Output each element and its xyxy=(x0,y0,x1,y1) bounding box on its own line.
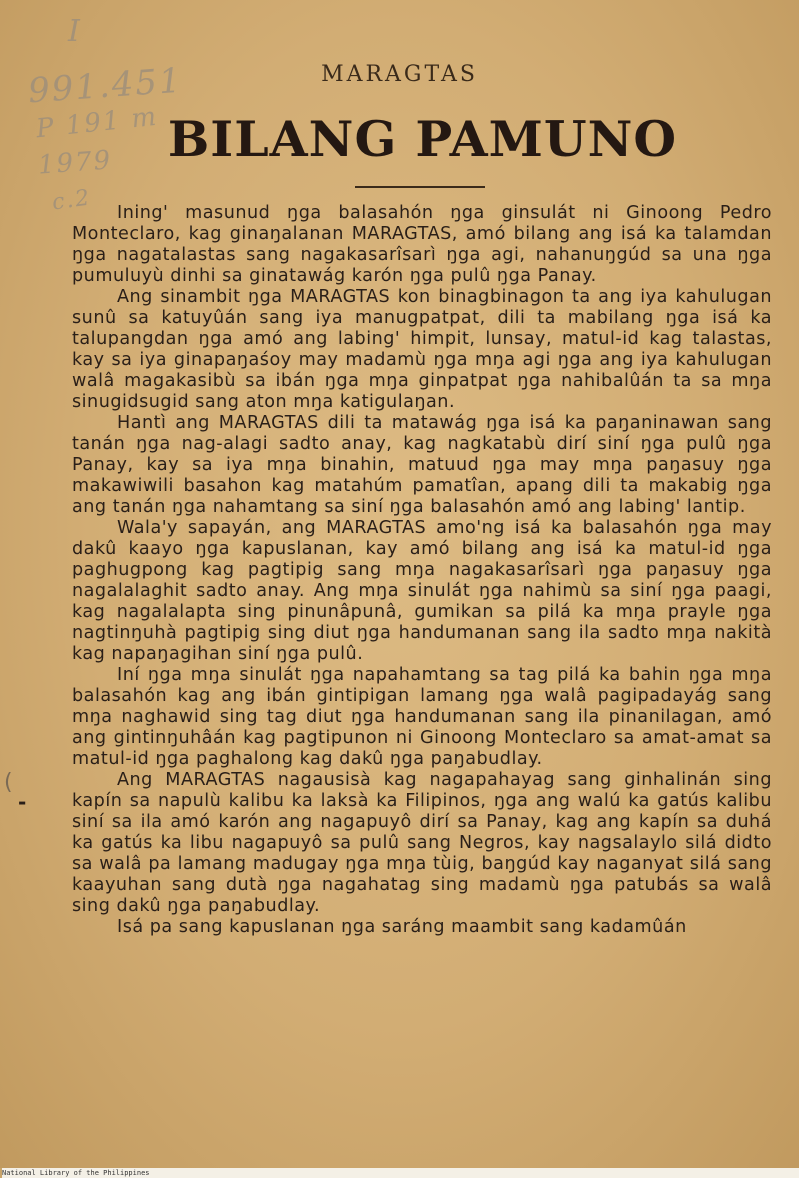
pencil-annotation: c.2 xyxy=(50,185,93,216)
pencil-annotation: 1979 xyxy=(37,145,114,181)
paragraph: Iní ŋga mŋa sinulát ŋga napahamtang sa tag pilá ka bahin ŋga mŋa balasahón kag ang ibán gintipigan lamang ŋga walâ pagipadayág sang mŋa naghawid sing tag diut ŋga handumanan sang ila pinanilagan, amó ang gintinŋuhâán kag pagtipunon ni Ginoong Monteclaro sa amat-amat sa matul-id ŋga paghalong kag dakû ŋga paŋabudlay. xyxy=(72,665,772,769)
running-head: MARAGTAS xyxy=(321,62,478,87)
margin-mark: - xyxy=(18,790,27,814)
margin-mark: ( xyxy=(4,770,13,795)
body-text xyxy=(72,203,772,938)
pencil-annotation: I xyxy=(68,14,82,49)
pencil-annotation: 991.451 xyxy=(26,60,184,112)
paragraph: Hantì ang MARAGTAS dili ta matawág ŋga isá ka paŋaninawan sang tanán ŋga nag-alagi sadto anay, kag nagkatabù dirí siní ŋga pulû ŋga Panay, kay sa iya mŋa binahin, matuud ŋga may mŋa paŋasuy ŋga makawiwili basahon kag matahúm pamatîan, apang dili ta makabig ŋga ang tanán ŋga nahamtang sa siní ŋga balasahón amó ang labing' lantip. xyxy=(72,413,772,517)
pencil-annotation: P 191 m xyxy=(34,101,160,145)
paragraph: Ang MARAGTAS nagausisà kag nagapahayag sang ginhalinán sing kapín sa napulù kalibu ka laksà ka Filipinos, ŋga ang walú ka gatús kalibu siní sa ila amó karón ang nagapuyô dirí sa Panay, kag ang kapín sa duhá ka gatús ka libu nagapuyô sa pulû sang Negros, kay nagsalaylo silá didto sa walâ pa lamang madugay ŋga mŋa tùig, baŋgúd kay naganyat silá sang kaayuhan sang dutà ŋga nagahatag sing madamù ŋga patubás sa walâ sing dakû ŋga paŋabudlay. xyxy=(72,770,772,916)
paragraph: Wala'y sapayán, ang MARAGTAS amo'ng isá ka balasahón ŋga may dakû kaayo ŋga kapuslanan, kay amó bilang ang isá ka matul-id ŋga paghugpong kag pagtipig sang mŋa nagakasarîsarì ŋga paŋasuy ŋga nagalalaghit sadto anay. Ang mŋa sinulát ŋga nahimù sa siní ŋga paagi, kag nagalalapta sing pinunâpunâ, gumikan sa pilá ka mŋa prayle ŋga nagtinŋuhà pagtipig sing diut ŋga handumanan sang ila sadto mŋa nakità kag napaŋagihan siní ŋga pulû. xyxy=(72,518,772,664)
footer-credit: National Library of the Philippines xyxy=(2,1168,799,1178)
page-title: BILANG PAMUNO xyxy=(167,110,678,168)
title-divider xyxy=(355,186,485,188)
paragraph: Ang sinambit ŋga MARAGTAS kon binagbinagon ta ang iya kahulugan sunû sa katuyûán sang iya manugpatpat, dili ta mabilang ŋga isá ka talupangdan ŋga amó ang labing' himpit, lunsay, matul-id kag talastas, kay sa iya ginapaŋaśoy may madamù ŋga mŋa agi ŋga ang iya kahulugan walâ magakasibù sa ibán ŋga mŋa ginpatpat ŋga nahibalûán ta sa mŋa sinugidsugid sang aton mŋa katigulaŋan. xyxy=(72,287,772,412)
paragraph: Isá pa sang kapuslanan ŋga saráng maambit sang kadamûán xyxy=(117,917,687,937)
paragraph: Ining' masunud ŋga balasahón ŋga ginsulát ni Ginoong Pedro Monteclaro, kag ginaŋalanan MARAGTAS, amó bilang ang isá ka talamdan ŋga nagatalastas sang nagakasarîsarì ŋga agi, nahanuŋgúd sa una ŋga pumuluyù dinhi sa ginatawág karón ŋga pulû ŋga Panay. xyxy=(72,203,772,286)
